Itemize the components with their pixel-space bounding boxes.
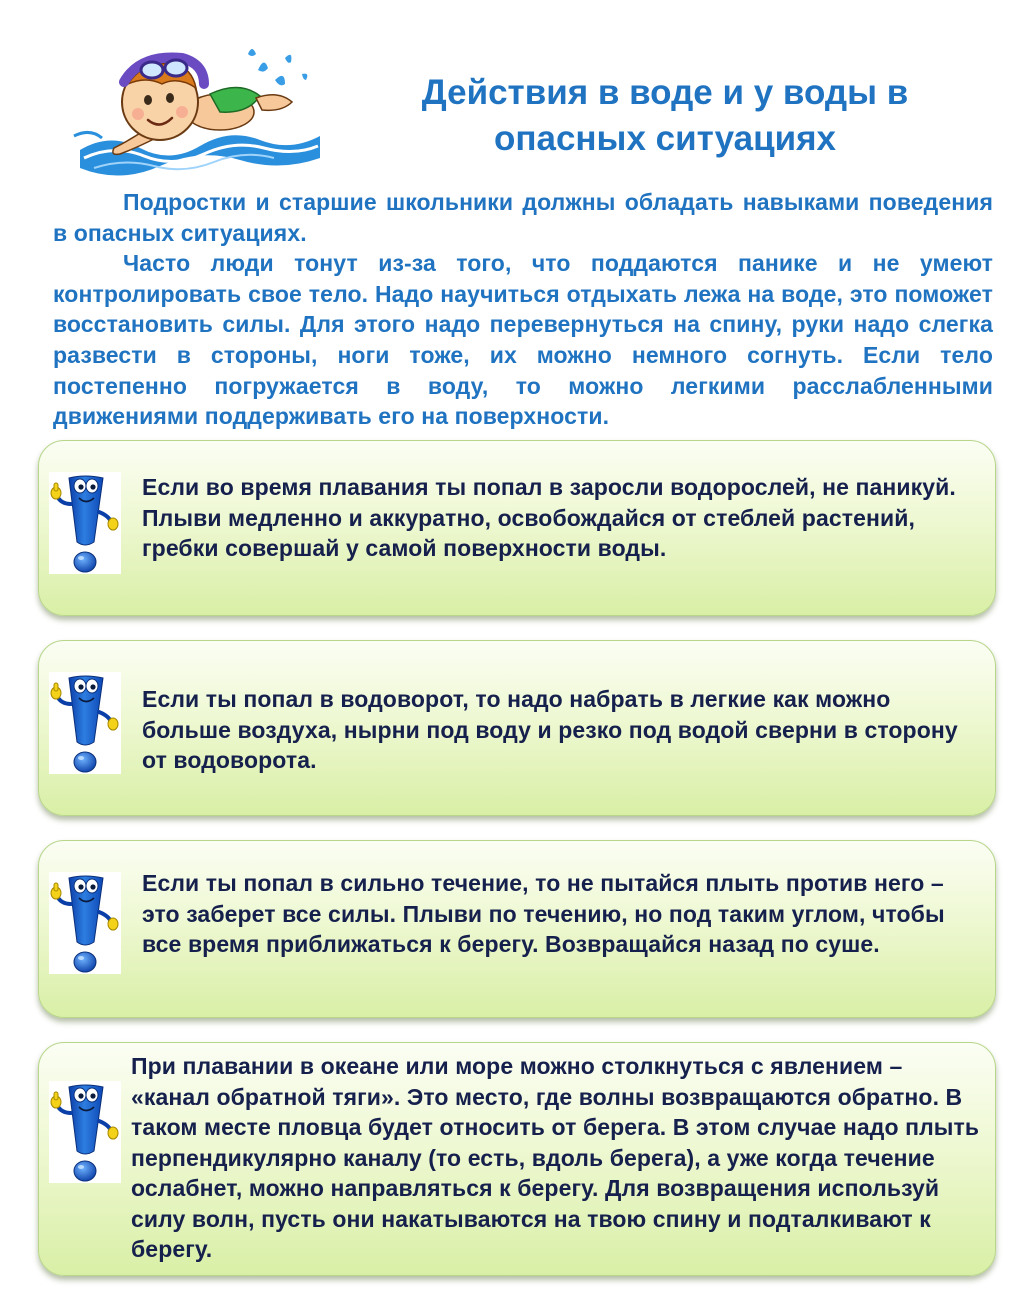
page-title-line-2: опасных ситуациях (493, 119, 837, 158)
exclamation-mark-icon (49, 1081, 121, 1183)
tip-card-current (38, 840, 996, 1018)
intro-paragraph-2: Часто люди тонут из-за того, что поддаются панике и не умеют контролировать свое тело. Надо научиться отдыхать лежа на воде, это поможет восстановить силы. Для этого надо перевернуться на спину, руки надо слегка развести в стороны, ноги тоже, их можно немного согнуть. Если тело постепенно погружается в воду, то можно легкими расслабленными движениями поддерживать его на поверхности. (53, 250, 993, 430)
swimmer-boy-icon (70, 40, 335, 180)
tip-card-whirlpool (38, 640, 996, 816)
exclamation-mark-icon (49, 472, 121, 574)
intro-section (53, 187, 993, 432)
intro-paragraph-1: Подростки и старшие школьники должны обладать навыками поведения в опасных ситуациях. (53, 189, 993, 246)
tip-text: Если во время плавания ты попал в заросли водорослей, не паникуй. Плыви медленно и аккуратно, освобождайся от стеблей растений, гребки совершай у самой поверхности воды. (142, 474, 956, 561)
page-header (0, 0, 1024, 185)
page-title (360, 70, 970, 162)
tip-card-rip-current (38, 1042, 996, 1276)
tip-card-seaweed (38, 440, 996, 616)
exclamation-mark-icon (49, 872, 121, 974)
tip-text: Если ты попал в сильно течение, то не пытайся плыть против него – это заберет все силы. Плыви по течению, но под таким углом, чтобы все время приближаться к берегу. Возвращайся назад по суше. (142, 870, 945, 957)
page-title-line-1: Действия в воде и у воды в (421, 73, 909, 112)
exclamation-mark-icon (49, 672, 121, 774)
tip-text: Если ты попал в водоворот, то надо набрать в легкие как можно больше воздуха, нырни под воду и резко под водой сверни в сторону от водоворота. (142, 686, 958, 773)
tip-text: При плавании в океане или море можно столкнуться с явлением – «канал обратной тяги». Это место, где волны возвращаются обратно. В таком месте пловца будет относить от берега. В этом случае надо плыть перпендикулярно каналу (то есть, вдоль берега), а уже когда течение ослабнет, можно направляться к берегу. Для возвращения используй силу волн, пусть они накатываются на твою спину и подталкивают к берегу. (131, 1053, 980, 1262)
